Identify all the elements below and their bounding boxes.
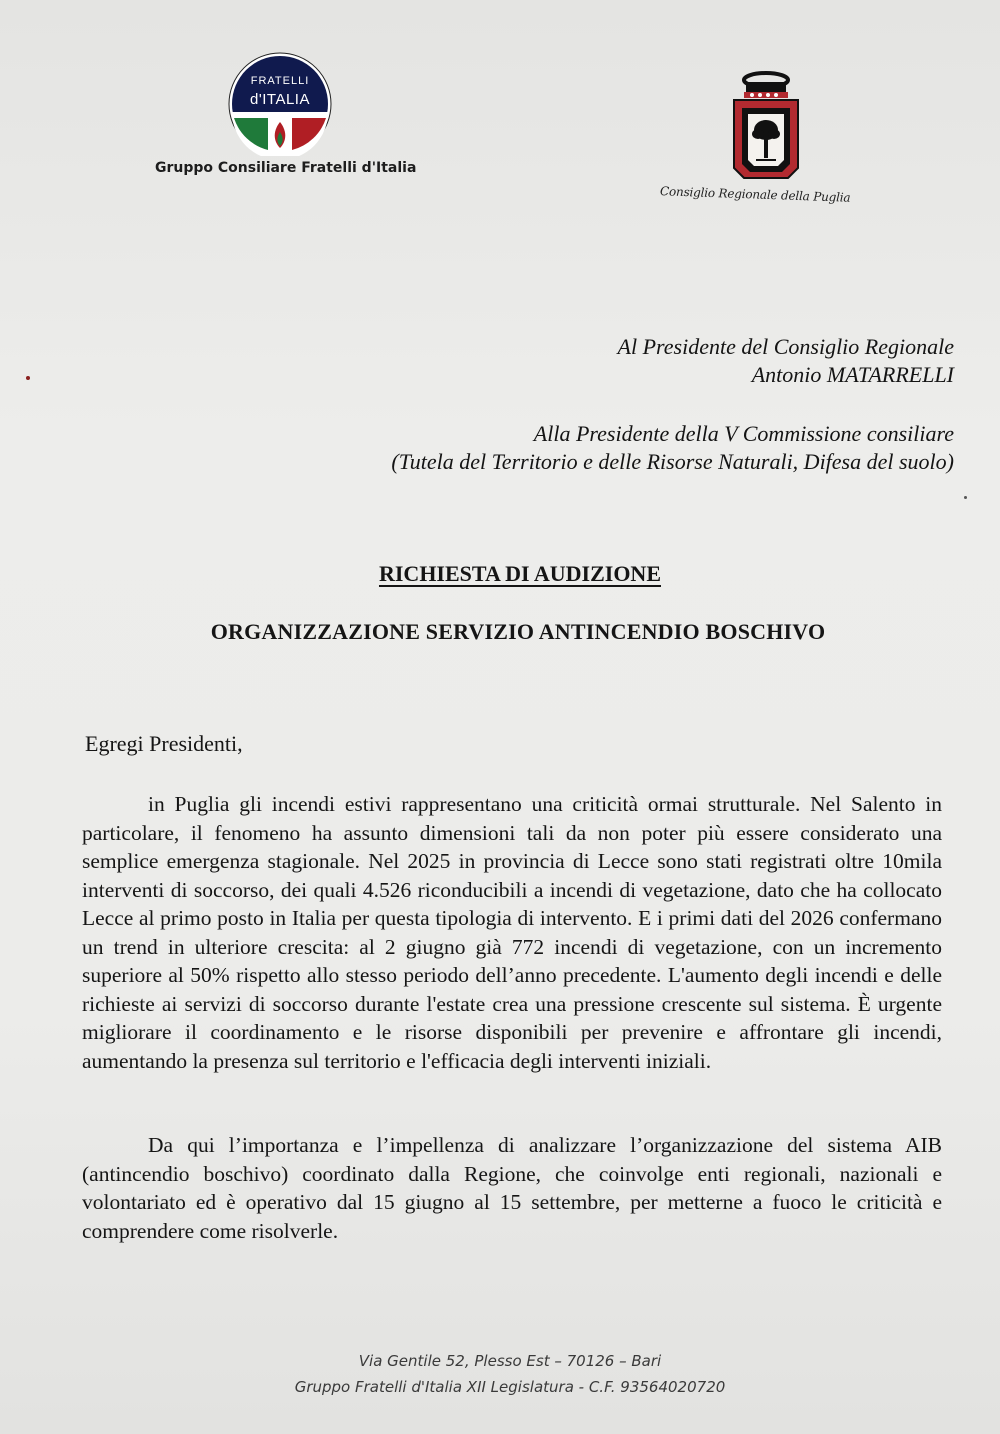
document-title: RICHIESTA DI AUDIZIONE: [378, 561, 661, 586]
addressee-line: Antonio MATARRELLI: [751, 362, 954, 387]
logo-text-top: FRATELLI: [250, 75, 310, 87]
body-paragraph: in Puglia gli incendi estivi rappresentano una criticità ormai strutturale. Nel Salento in particolare, il fenomeno ha assunto dimensioni tali da non poter più essere considerato una semplice emergenza stagionale. Nel 2025 in provincia di Lecce sono stati registrati oltre 10mila interventi di soccorso, dei quali 4.526 riconducibili a incendi di vegetazione, dato che ha collocato Lecce al primo posto in Italia per questa tipologia di intervento. E i primi dati del 2026 confermano un trend in ulteriore crescita: al 2 giugno già 772 incendi di vegetazione, con un incremento superiore al 50% rispetto allo stesso periodo dell’anno precedente. L'aumento degli incendi e delle richieste ai servizi di soccorso durante l'estate crea una pressione crescente sul sistema. È urgente migliorare il coordinamento e le risorse disponibili per prevenire e affrontare gli incendi, aumentando la presenza sul territorio e l'efficacia degli interventi iniziali.: [82, 792, 942, 1073]
scan-mark: [26, 376, 30, 380]
footer-group-line: Gruppo Fratelli d'Italia XII Legislatura - C.F. 93564020720: [294, 1378, 726, 1396]
logo-text-bottom: d'ITALIA: [250, 91, 310, 108]
addressee-council-president: [618, 333, 954, 389]
addressee-commission-president: [391, 420, 954, 476]
regional-council-emblem: [730, 68, 802, 188]
document-subject: ORGANIZZAZIONE SERVIZIO ANTINCENDIO BOSCHIVO: [210, 619, 826, 644]
addressee-line: Alla Presidente della V Commissione consiliare: [533, 421, 954, 446]
addressee-line: Al Presidente del Consiglio Regionale: [617, 334, 954, 359]
salutation: Egregi Presidenti,: [85, 731, 243, 756]
council-signature: Consiglio Regionale della Puglia: [659, 184, 851, 205]
footer-address: Via Gentile 52, Plesso Est – 70126 – Bari: [358, 1352, 662, 1370]
addressee-line: (Tutela del Territorio e delle Risorse Naturali, Difesa del suolo): [391, 449, 954, 474]
body-paragraph: Da qui l’importanza e l’impellenza di analizzare l’organizzazione del sistema AIB (antincendio boschivo) coordinato dalla Regione, che coinvolge enti regionali, nazionali e volontariato ed è operativo dal 15 giugno al 15 settembre, per metterne a fuoco le criticità e comprendere come risolverle.: [82, 1133, 942, 1243]
scan-mark: [964, 496, 967, 499]
fratelli-ditalia-logo: [228, 52, 332, 156]
group-caption: Gruppo Consiliare Fratelli d'Italia: [155, 160, 417, 176]
